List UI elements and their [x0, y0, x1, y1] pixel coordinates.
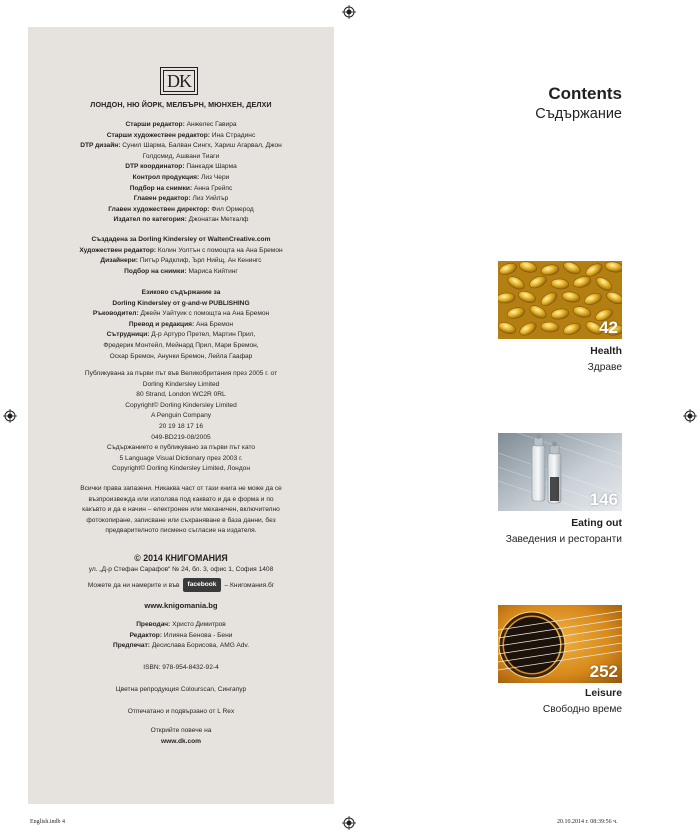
address: ул. „Д-р Стефан Сарафов“ № 24, бл. 3, офис 1, София 1408	[88, 566, 274, 573]
publication-line: A Penguin Company	[150, 412, 212, 420]
section-page-number: 252	[589, 662, 618, 681]
credit-line: Старши художествен редактор: Ина Страдинс	[106, 131, 256, 139]
credit-line: Главен редактор: Лиз Уийлър	[133, 195, 229, 203]
credit-line: Контрол продукция: Лиз Чери	[132, 173, 230, 181]
credit-line: Редактор: Илияна Бенова - Бени	[129, 631, 233, 639]
credit-line: Оскар Бремон, Анунки Бремон, Лейла Гаафар	[109, 352, 253, 360]
rights-notice	[28, 484, 334, 537]
credit-line: Ръководител: Джейн Уайтуик с помощта на Ана Бремон	[92, 310, 270, 318]
section-title-bg: Свободно време	[542, 704, 622, 715]
credits-language	[28, 288, 334, 362]
dk-website-link[interactable]: www.dk.com	[160, 737, 202, 745]
dk-logo-text: DK	[167, 70, 191, 91]
copyright: © 2014 КНИГОМАНИЯ	[134, 553, 228, 563]
registration-mark-icon	[342, 816, 356, 830]
section-title-bg: Заведения и ресторанти	[505, 534, 622, 545]
credits-bg	[28, 620, 334, 652]
contents-subtitle: Съдържание	[535, 106, 622, 122]
section-title-en[interactable]: Leisure	[585, 688, 622, 699]
publication-line: 5 Language Visual Dictionary през 2003 г.	[119, 454, 243, 462]
credit-line: Подбор на снимки: Мариса Кийтинг	[124, 267, 238, 275]
rights-line: предварителното писмено съгласие на издателя.	[105, 527, 257, 535]
credit-line: Подбор на снимки: Анна Грейпс	[129, 184, 233, 192]
credit-line: DTP координатор: Панкадж Шарма	[125, 163, 237, 171]
publication-line: Съдържанието е публикувано за първи път като	[106, 444, 256, 452]
credit-line: Фредерик Монтейл, Мейнард Прил, Мари Бремон,	[103, 341, 259, 349]
credit-line: Издател по категория: Джонатан Меткалф	[113, 216, 249, 224]
facebook-line	[28, 578, 334, 593]
credit-line: Превод и редакция: Ана Бремон	[128, 320, 234, 328]
rights-line: фотокопиране, записване или съхраняване в база данни, без	[86, 516, 276, 524]
credit-line: Голдсмид, Ашвани Тиаги	[142, 152, 220, 160]
publisher-cities: ЛОНДОН, НЮ ЙОРК, МЕЛБЪРН, МЮНХЕН, ДЕЛХИ	[90, 100, 272, 109]
repro-info: Цветна репродукция Colourscan, Сингапур	[115, 686, 247, 693]
credit-line: Старши редактор: Анжелес Гавира	[125, 121, 237, 128]
rights-line: възпроизвежда или използва под каквато и да е форма и по	[88, 495, 274, 503]
file-slug: English.indb 4	[30, 819, 66, 825]
contents-title: Contents	[548, 84, 622, 103]
leisure-image[interactable]	[498, 605, 622, 683]
credit-line: Художествен редактор: Колин Уолтън с помощта на Ана Бремон	[79, 246, 283, 254]
health-image[interactable]	[498, 261, 622, 339]
credit-line: Преводач: Христо Димитров	[136, 621, 226, 628]
credit-line: Езиково съдържание за	[141, 289, 221, 296]
publication-line: 20 19 18 17 16	[159, 422, 203, 430]
registration-mark-icon	[342, 5, 356, 19]
discover-text: Открийте повече на	[150, 727, 212, 734]
eating-out-image[interactable]	[498, 433, 622, 511]
rights-line: Всички права запазени. Никаква част от тази книга не може да се	[80, 485, 282, 492]
find-us-suffix: – Книгомания.бг	[224, 581, 275, 589]
credit-line: Дизайнери: Питър Радклиф, Ърл Нийщ, Ан Кенингс	[100, 257, 262, 265]
publication-line: 80 Strand, London WC2R 0RL	[136, 391, 226, 399]
credit-line: Dorling Kindersley от g-and-w PUBLISHING	[112, 299, 250, 307]
section-title-bg: Здраве	[587, 362, 622, 373]
credits-staff	[28, 120, 334, 226]
publication-line: Copyright© Dorling Kindersley Limited, Лондон	[112, 465, 250, 473]
print-info: Отпечатано и подвързано от L Rex	[127, 708, 235, 715]
registration-mark-icon	[683, 409, 697, 423]
publication-line: Публикувана за първи път във Великобритания през 2005 г. от	[84, 370, 278, 377]
credit-line: Главен художествен директор: Фил Ормерод	[108, 205, 254, 213]
credit-line: Сътрудници: Д-р Артуро Претел, Мартин Прил,	[106, 331, 256, 339]
publisher-info	[28, 552, 334, 592]
dk-logo	[160, 67, 198, 95]
registration-mark-icon	[3, 409, 17, 423]
website-link[interactable]: www.knigomania.bg	[144, 601, 218, 610]
section-page-number: 42	[599, 318, 618, 337]
credit-line: Предпечат: Десислава Борисова, AMG Adv.	[112, 642, 250, 650]
credit-line: Създадена за Dorling Kindersley от WaltenCreative.com	[91, 236, 271, 243]
rights-line: какъвто и да е начин – електронен или механичен, включително	[82, 506, 280, 514]
publication-line: Copyright© Dorling Kindersley Limited	[125, 401, 237, 409]
facebook-badge[interactable]: facebook	[183, 578, 222, 593]
publication-line: Dorling Kindersley Limited	[142, 380, 220, 388]
publication-info	[28, 369, 334, 475]
discover-block	[28, 726, 334, 747]
credits-walten	[28, 235, 334, 277]
section-title-en[interactable]: Eating out	[571, 518, 622, 529]
website-block	[28, 601, 334, 612]
imprint-panel	[28, 27, 334, 804]
section-title-en[interactable]: Health	[590, 346, 622, 357]
timestamp-slug: 20.10.2014 г. 08:39:56 ч.	[557, 819, 618, 825]
find-us-text: Можете да ни намерите и във	[87, 581, 180, 589]
credit-line: DTP дизайн: Сунил Шарма, Балван Сингх, Хариш Агарвал, Джон	[80, 142, 282, 150]
publication-line: 049-BD219-08/2005	[151, 433, 211, 441]
section-page-number: 146	[589, 490, 618, 509]
isbn: ISBN: 978-954-8432-92-4	[143, 664, 219, 671]
